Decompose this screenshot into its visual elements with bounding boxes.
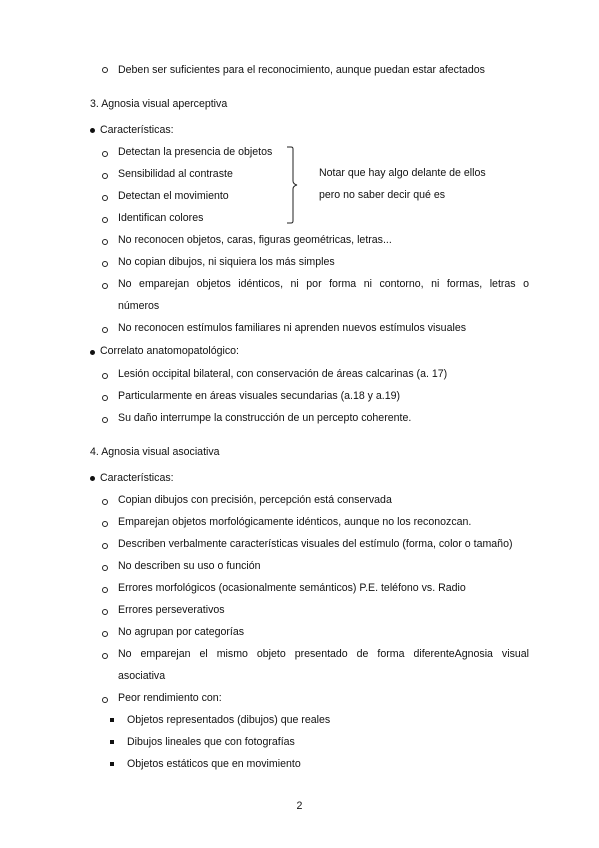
curly-brace-icon [286,146,298,224]
bullet-circle [102,151,108,157]
section-heading-3: 3. Agnosia visual aperceptiva [90,98,228,110]
bullet-circle [102,565,108,571]
list-item: Peor rendimiento con: [118,692,222,704]
bullet-circle [102,521,108,527]
sub-list-item: Dibujos lineales que con fotografías [127,736,295,748]
list-item: Identifican colores [118,212,204,224]
bullet-circle [102,697,108,703]
list-item-continuation: asociativa [118,670,166,682]
list-item: No emparejan objetos idénticos, ni por forma ni contorno, ni formas, letras o [118,278,529,290]
bullet-circle [102,283,108,289]
list-item: Sensibilidad al contraste [118,168,233,180]
subheading-correlato: Correlato anatomopatológico: [100,345,239,357]
list-item: Errores morfológicos (ocasionalmente semánticos) P.E. teléfono vs. Radio [118,582,466,594]
sub-list-item: Objetos estáticos que en movimiento [127,758,301,770]
bullet-dot [90,350,95,355]
list-item: No agrupan por categorías [118,626,245,638]
bullet-dot [90,128,95,133]
bullet-circle [102,499,108,505]
bullet-dot [90,476,95,481]
bullet-circle [102,417,108,423]
bullet-circle [102,373,108,379]
bullet-circle [102,395,108,401]
bullet-circle [102,587,108,593]
bullet-square [110,718,114,722]
bullet-circle [102,327,108,333]
bullet-square [110,762,114,766]
list-item: Errores perseverativos [118,604,225,616]
bullet-circle [102,239,108,245]
page-number: 2 [296,800,303,812]
list-item: Copian dibujos con precisión, percepción está conservada [118,494,392,506]
sub-list-item: Objetos representados (dibujos) que reales [127,714,331,726]
bullet-circle [102,67,108,73]
bullet-circle [102,631,108,637]
list-item: Describen verbalmente características visuales del estímulo (forma, color o tamaño) [118,538,513,550]
list-item-continuation: números [118,300,160,312]
list-item: Lesión occipital bilateral, con conservación de áreas calcarinas (a. 17) [118,368,448,380]
list-item: Su daño interrumpe la construcción de un percepto coherente. [118,412,412,424]
list-item: No copian dibujos, ni siquiera los más simples [118,256,335,268]
bullet-circle [102,261,108,267]
bullet-circle [102,609,108,615]
list-item: Detectan la presencia de objetos [118,146,273,158]
bullet-circle [102,173,108,179]
bullet-circle [102,543,108,549]
text-line: Deben ser suficientes para el reconocimiento, aunque puedan estar afectados [118,64,485,76]
list-item: Particularmente en áreas visuales secundarias (a.18 y a.19) [118,390,401,402]
bullet-circle [102,653,108,659]
list-item: No emparejan el mismo objeto presentado de forma diferenteAgnosia visual [118,648,529,660]
list-item: Emparejan objetos morfológicamente idénticos, aunque no los reconozcan. [118,516,472,528]
list-item: No reconocen estímulos familiares ni aprenden nuevos estímulos visuales [118,322,467,334]
section-heading-4: 4. Agnosia visual asociativa [90,446,220,458]
bullet-circle [102,217,108,223]
list-item: No describen su uso o función [118,560,261,572]
note-line: pero no saber decir qué es [319,189,446,201]
list-item: Detectan el movimiento [118,190,229,202]
bullet-circle [102,195,108,201]
bullet-square [110,740,114,744]
list-item: No reconocen objetos, caras, figuras geométricas, letras... [118,234,392,246]
note-line: Notar que hay algo delante de ellos [319,167,486,179]
subheading-caracteristicas: Características: [100,124,174,136]
subheading-caracteristicas: Características: [100,472,174,484]
